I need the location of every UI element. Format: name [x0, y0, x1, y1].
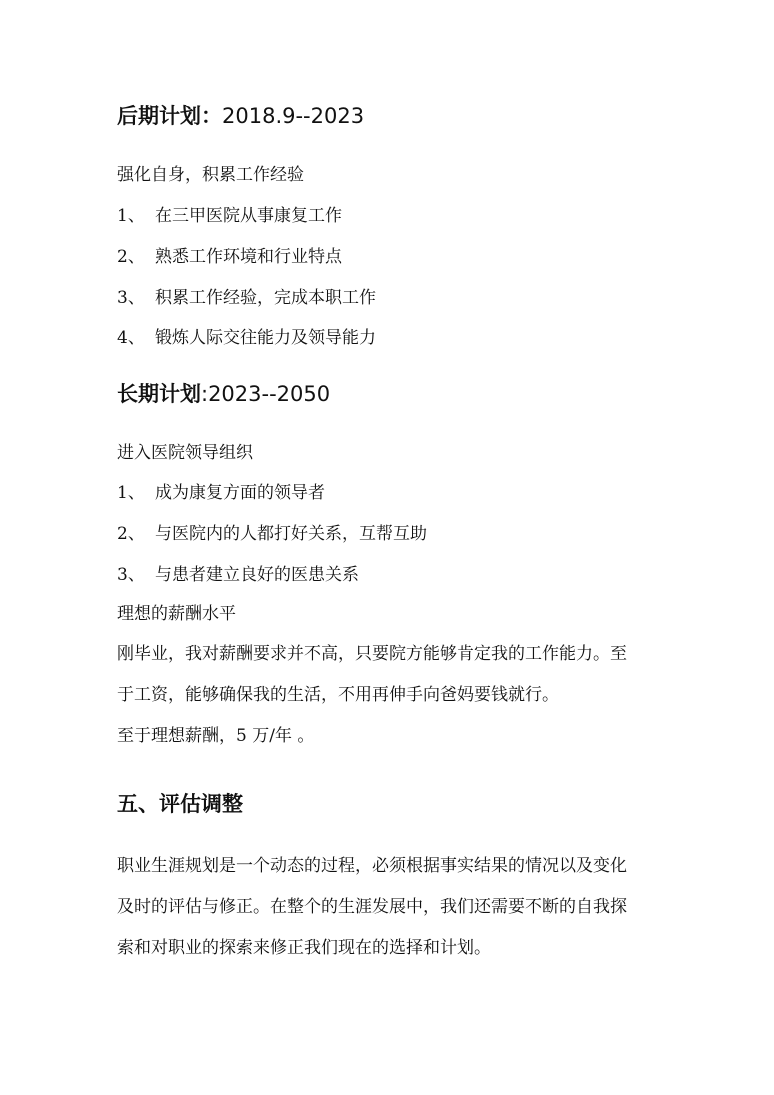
salary-line: 至于理想薪酬，5 万/年 。: [117, 726, 315, 746]
section5-line: 索和对职业的探索来修正我们现在的选择和计划。: [117, 938, 491, 958]
section5-line: 职业生涯规划是一个动态的过程，必须根据事实结果的情况以及变化: [117, 856, 627, 876]
list-item-text: 与医院内的人都打好关系，互帮互助: [155, 524, 427, 544]
list-item: [117, 478, 325, 503]
long-plan-intro: 进入医院领导组织: [117, 443, 253, 463]
list-item: [117, 283, 376, 308]
later-plan-intro: 强化自身，积累工作经验: [117, 165, 304, 185]
list-item-number: 1、: [117, 206, 145, 226]
list-item-number: 3、: [117, 288, 145, 308]
long-plan-heading-label: 长期计划: [117, 382, 201, 406]
long-plan-heading: [117, 378, 330, 408]
list-item-text: 积累工作经验，完成本职工作: [155, 288, 376, 308]
long-plan-heading-range: :2023--2050: [201, 382, 331, 406]
list-item-text: 锻炼人际交往能力及领导能力: [155, 328, 376, 348]
list-item-number: 2、: [117, 524, 145, 544]
salary-line: 于工资，能够确保我的生活，不用再伸手向爸妈要钱就行。: [117, 685, 559, 705]
section5-heading: 五、评估调整: [117, 791, 243, 816]
list-item-text: 在三甲医院从事康复工作: [155, 206, 342, 226]
list-item-text: 与患者建立良好的医患关系: [155, 565, 359, 585]
list-item-text: 成为康复方面的领导者: [155, 483, 325, 503]
list-item-number: 4、: [117, 328, 145, 348]
later-plan-heading: [117, 100, 364, 130]
list-item-text: 熟悉工作环境和行业特点: [155, 247, 342, 267]
list-item-number: 1、: [117, 483, 145, 503]
later-plan-heading-label: 后期计划：: [117, 104, 222, 128]
salary-line: 刚毕业，我对薪酬要求并不高，只要院方能够肯定我的工作能力。至: [117, 644, 627, 664]
section5-line: 及时的评估与修正。在整个的生涯发展中，我们还需要不断的自我探: [117, 897, 627, 917]
list-item: [117, 560, 359, 585]
salary-title: 理想的薪酬水平: [117, 604, 236, 624]
later-plan-heading-range: 2018.9--2023: [222, 104, 365, 128]
list-item-number: 2、: [117, 247, 145, 267]
list-item: [117, 201, 342, 226]
list-item: [117, 242, 342, 267]
list-item: [117, 519, 427, 544]
list-item: [117, 323, 376, 348]
list-item-number: 3、: [117, 565, 145, 585]
